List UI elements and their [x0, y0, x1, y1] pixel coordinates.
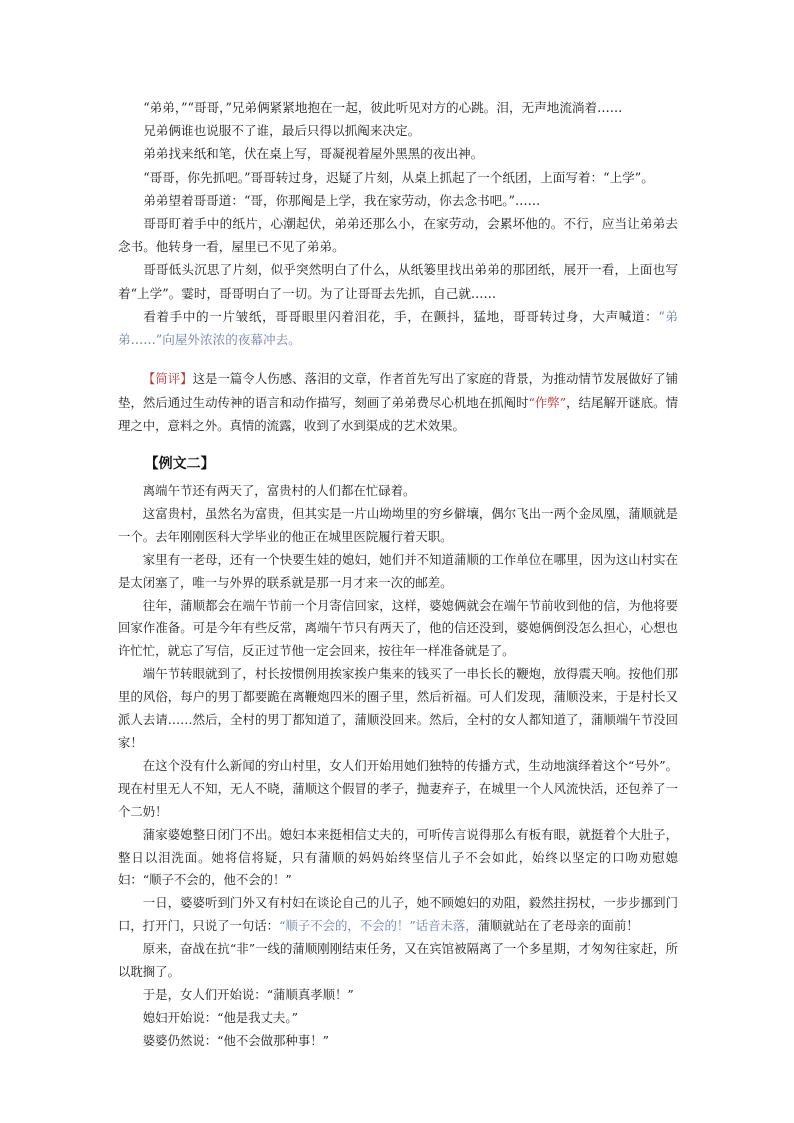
paragraph: 这富贵村，虽然名为富贵，但其实是一片山坳坳里的穷乡僻壤，偶尔飞出一两个金凤凰，蒲顺就是一个。去年刚刚医科大学毕业的他正在城里医院履行着天职。 [118, 505, 678, 544]
paragraph: 原来，奋战在抗“非”一线的蒲顺刚刚结束任务，又在宾馆被隔离了一个多星期，才匆匆往家赶，所以耽搁了。 [118, 941, 678, 980]
paragraph: 弟弟找来纸和笔，伏在桌上写，哥凝视着屋外黑黑的夜出神。 [143, 146, 484, 162]
document-body [118, 96, 678, 1053]
paragraph-text: 看着手中的一片皱纸，哥哥眼里闪着泪花，手，在颤抖，猛地，哥哥转过身，大声喊道： [143, 308, 659, 324]
spacer [118, 351, 678, 365]
quoted-shout: “弟弟……”向屋外浓浓的夜幕冲去。 [118, 308, 678, 348]
paragraph: 媳妇开始说：“他是我丈夫。” [142, 1009, 298, 1025]
paragraph: 家里有一老母，还有一个快要生娃的媳妇，她们并不知道蒲顺的工作单位在哪里，因为这山村实在是太闭塞了，唯一与外界的联系就是那一月才来一次的邮差。 [118, 551, 678, 590]
quoted-line: “顺子不会的，不会的！”话音未落， [279, 918, 478, 934]
paragraph: 在这个没有什么新闻的穷山村里，女人们开始用她们独特的传播方式，生动地演绎着这个“号外”。现在村里无人不知，无人不晓，蒲顺这个假冒的孝子，抛妻弃子，在城里一个人风流快活，还包养了一个二奶！ [118, 757, 678, 819]
review-highlight: “作弊” [528, 394, 567, 410]
story-two [118, 480, 678, 1053]
paragraph: 端午节转眼就到了，村长按惯例用挨家挨户集来的钱买了一串长长的鞭炮，放得震天响。按他们那里的风俗，每户的男丁都要跪在离鞭炮四米的圈子里，然后祈福。可人们发现，蒲顺没来，于是村长又派人去请……然后，全村的男丁都知道了，蒲顺没回来。然后，全村的女人都知道了，蒲顺端午节没回家！ [118, 666, 678, 750]
paragraph: “哥哥，你先抓吧。”哥哥转过身，迟疑了片刻，从桌上抓起了一个纸团，上面写着：“上学”。 [143, 169, 654, 185]
paragraph-text: 蒲顺就站在了老母亲的面前！ [477, 918, 639, 934]
paragraph [118, 305, 678, 351]
paragraph-text: 一日，婆婆听到门外又有村妇在谈论自己的儿子，她不顾媳妇的劝阻，毅然拄拐杖，一步步挪到门口，打开门，只说了一句话： [118, 895, 678, 934]
paragraph: 往年，蒲顺都会在端午节前一个月寄信回家，这样，婆媳俩就会在端午节前收到他的信，为他将要回家作准备。可是今年有些反常，离端午节只有两天了，他的信还没到，婆媳俩倒没怎么担心，心想也许忙忙，就忘了写信，反正过节他一定会回来，按往年一样准备就是了。 [118, 597, 678, 659]
review-paragraph [118, 367, 678, 438]
paragraph: 哥哥盯着手中的纸片，心潮起伏，弟弟还那么小，在家劳动，会累坏他的。不行，应当让弟弟去念书。他转身一看，屋里已不见了弟弟。 [118, 216, 678, 255]
review-text: 这是一篇令人伤感、落泪的文章，作者首先写出了家庭的背景，为推动情节发展做好了铺垫，然后通过生动传神的语言和动作描写，刻画了弟弟费尽心机地在抓阄时 [118, 371, 679, 410]
paragraph: 蒲家婆媳整日闭门不出。媳妇本来挺相信丈夫的，可听传言说得那么有板有眼，就挺着个大肚子，整日以泪洗面。她将信将疑，只有蒲顺的妈妈始终坚信儿子不会如此，始终以坚定的口吻劝慰媳妇：“顺子不会的，他不会的！” [118, 826, 678, 888]
review-text: ，结尾解开谜底。情理之中，意料之外。真情的流露，收到了水到渠成的艺术效果。 [118, 394, 679, 434]
paragraph: 弟弟望着哥哥道：“哥，你那阄是上学，我在家劳动，你去念书吧。”…… [143, 192, 541, 208]
section-heading: 【例文二】 [144, 456, 215, 473]
paragraph: “弟弟，”“哥哥，”兄弟俩紧紧地抱在一起，彼此听见对方的心跳。泪，无声地流淌着…… [143, 100, 623, 115]
paragraph: 兄弟俩谁也说服不了谁，最后只得以抓阄来决定。 [143, 123, 421, 139]
paragraph: 哥哥低头沉思了片刻，似乎突然明白了什么，从纸篓里找出弟弟的那团纸，展开一看，上面也写着“上学”。霎时，哥哥明白了一切。为了让哥哥去先抓，自己就…… [118, 262, 678, 301]
paragraph [118, 892, 678, 938]
paragraph: 于是，女人们开始说：“蒲顺真孝顺！” [142, 986, 354, 1002]
review-tag: 【简评】 [142, 371, 193, 387]
paragraph: 婆婆仍然说：“他不会做那种事！” [142, 1032, 329, 1048]
paragraph: 离端午节还有两天了，富贵村的人们都在忙碌着。 [142, 483, 416, 499]
